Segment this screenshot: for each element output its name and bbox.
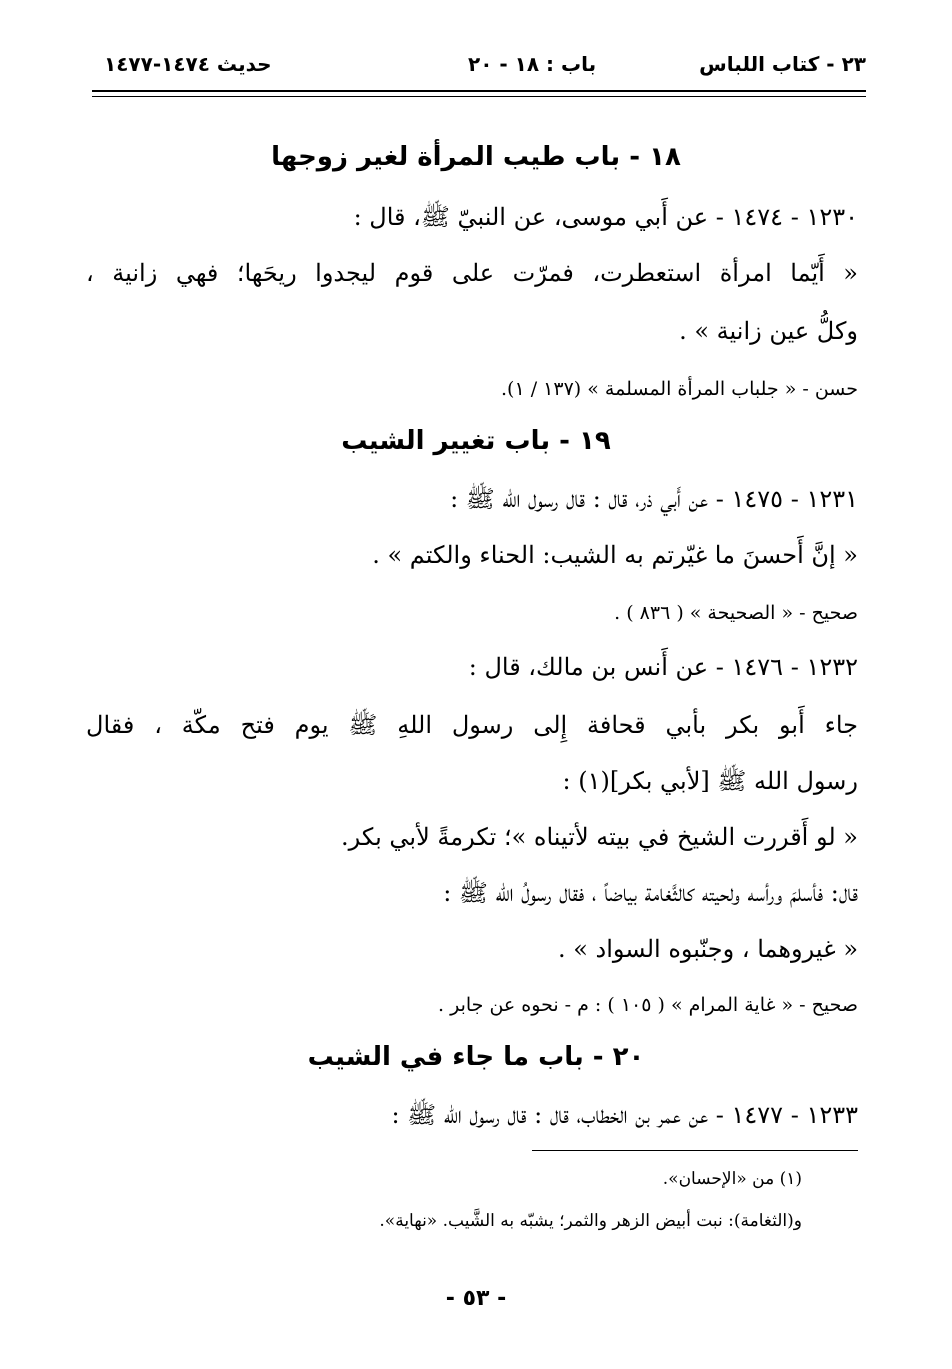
header-rule-thin <box>92 96 866 97</box>
footnote-separator <box>532 1150 858 1151</box>
hadith-1232-grade: صحيح - « غاية المرام » ( ١٠٥ ) : م - نحوه عن جابر . <box>438 994 858 1016</box>
header-chapter: ٢٣ - كتاب اللباس <box>699 52 866 76</box>
hadith-1230-text-line-1: « أَيّما امرأة استعطرت، فمرّت على قوم ليجدوا ريحَها؛ فهي زانية ، <box>86 259 858 287</box>
hadith-1231-intro: ١٢٣١ - ١٤٧٥ - عن أَبي ذر، قال : قال رسول الله ﷺ : <box>450 485 858 513</box>
footnote-2: و(الثغامة): نبت أبيض الزهر والثمر؛ يشبّه به الشَّيب. «نهاية». <box>379 1211 802 1231</box>
hadith-1231-text: « إنَّ أَحسنَ ما غيّرتم به الشيب: الحناء والكتم » . <box>372 541 858 569</box>
footnote-1: (١) من «الإحسان». <box>662 1169 802 1189</box>
hadith-1232-line-1: جاء أَبو بكر بأبي قحافة إِلى رسول اللهِ ﷺ يوم فتح مكّة ، فقال <box>86 711 858 739</box>
header-hadith-range: حديث ١٤٧٤-١٤٧٧ <box>104 52 272 76</box>
header-rule-thick <box>92 90 866 92</box>
hadith-1230-grade: حسن - « جلباب المرأة المسلمة » (١٣٧ / ١). <box>501 378 858 400</box>
section-18-title: ١٨ - باب طيب المرأة لغير زوجها <box>271 142 681 172</box>
hadith-1230-intro: ١٢٣٠ - ١٤٧٤ - عن أَبي موسى، عن النبيّ ﷺ، قال : <box>353 203 858 231</box>
section-19-title: ١٩ - باب تغيير الشيب <box>341 426 611 456</box>
hadith-1230-text-line-2: وكلُّ عين زانية » . <box>679 317 858 345</box>
header-chapters-range: باب : ١٨ - ٢٠ <box>468 52 597 76</box>
section-20-title: ٢٠ - باب ما جاء في الشيب <box>307 1042 645 1072</box>
hadith-1232-line-4: قال: فأسلمَ ورأسه ولحيته كالثَّغامة بياضاً ، فقال رسولُ الله ﷺ : <box>443 879 858 907</box>
page-number: - ٥٣ - <box>445 1286 507 1311</box>
hadith-1232-line-3: « لو أَقررت الشيخ في بيته لأتيناه »؛ تكرمةً لأبي بكر. <box>340 823 858 851</box>
hadith-1232-line-5: « غيروهما ، وجنّبوه السواد » . <box>557 935 858 963</box>
hadith-1231-grade: صحيح - « الصحيحة » ( ٨٣٦ ) . <box>614 602 858 624</box>
hadith-1232-line-2: رسول الله ﷺ [لأبي بكر](١) : <box>562 767 858 795</box>
hadith-1232-intro: ١٢٣٢ - ١٤٧٦ - عن أَنس بن مالك، قال : <box>468 653 858 681</box>
hadith-1233-intro: ١٢٣٣ - ١٤٧٧ - عن عمر بن الخطاب، قال : قال رسول الله ﷺ : <box>391 1101 858 1129</box>
running-header <box>86 52 866 86</box>
